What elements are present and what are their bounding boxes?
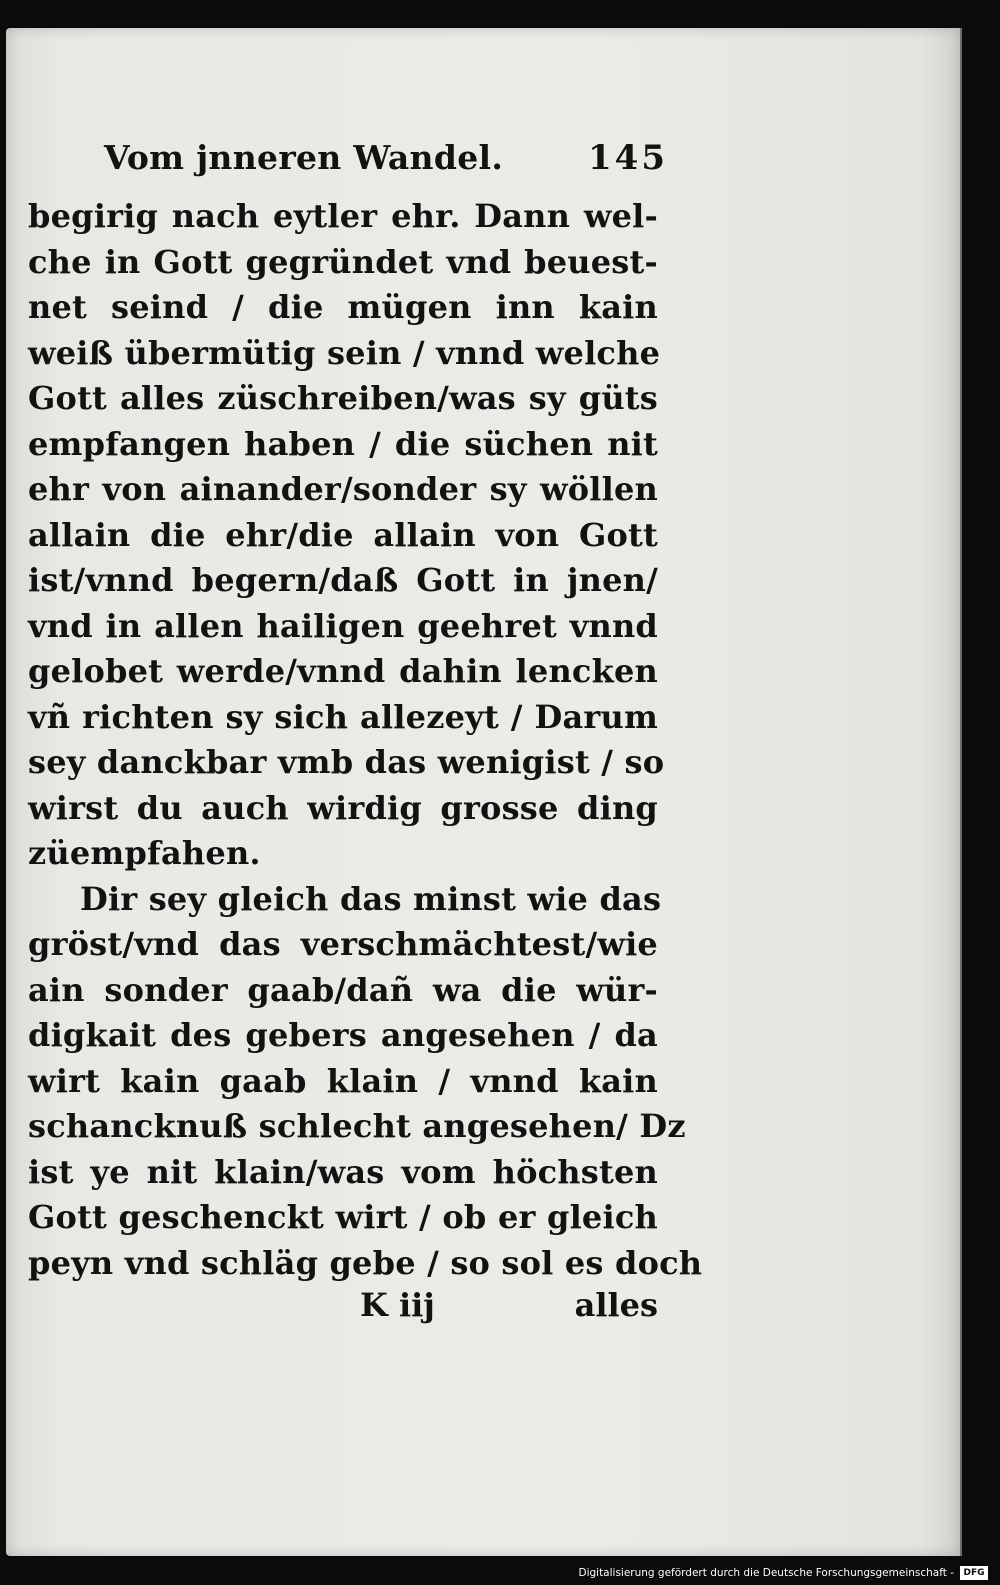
dfg-logo: DFG [960, 1566, 988, 1580]
signature-mark: K iij [360, 1286, 435, 1324]
text-line: allain die ehr/die allain von Gott [28, 515, 658, 554]
text-line: sey danckbar vmb das wenigist / so [28, 743, 665, 781]
text-line: begirig nach eytler ehr. Dann wel- [28, 197, 658, 235]
page-header [28, 138, 668, 194]
text-line: peyn vnd schläg gebe / so sol es doch [28, 1243, 703, 1282]
text-line: che in Gott gegründet vnd beuest- [28, 242, 658, 281]
text-line: züempfahen. [28, 834, 261, 872]
text-line: empfangen haben / die süchen nit [28, 424, 658, 463]
text-line: Gott alles züschreiben/was sy güts [28, 379, 658, 417]
text-line: net seind / die mügen inn kain [28, 288, 658, 326]
text-line: ist ye nit klain/was vom höchsten [28, 1152, 658, 1191]
page-number: 145 [588, 138, 668, 178]
text-line: Gott geschenckt wirt / ob er gleich [28, 1198, 658, 1236]
text-line: digkait des gebers angesehen / da [28, 1016, 658, 1054]
text-block [28, 138, 703, 1336]
credit-bar [0, 1559, 1000, 1585]
text-line: schancknuß schlecht angesehen/ Dz [28, 1107, 686, 1145]
text-line: vñ richten sy sich allezeyt / Darum [28, 697, 658, 736]
text-line: ain sonder gaab/dañ wa die wür- [28, 970, 658, 1009]
page-footer [28, 1286, 658, 1336]
running-title: Vom jnneren Wandel. [104, 138, 504, 177]
text-line: wirt kain gaab klain / vnnd kain [28, 1061, 658, 1100]
text-line: ist/vnnd begern/daß Gott in jnen/ [28, 561, 658, 599]
page-edge [960, 28, 962, 1556]
text-line: gröst/vnd das verschmächtest/wie [28, 925, 658, 963]
text-line: gelobet werde/vnnd dahin lencken [28, 652, 658, 690]
text-line: weiß übermütig sein / vnnd welche [28, 333, 661, 372]
body-text [28, 194, 703, 1286]
catchword: alles [574, 1286, 658, 1324]
digitization-credit: Digitalisierung gefördert durch die Deutsche Forschungsgemeinschaft - [578, 1567, 954, 1579]
text-line: Dir sey gleich das minst wie das [80, 879, 662, 918]
text-line: vnd in allen hailigen geehret vnnd [28, 606, 658, 645]
text-line: ehr von ainander/sonder sy wöllen [28, 470, 658, 508]
text-line: wirst du auch wirdig grosse ding [28, 788, 658, 827]
